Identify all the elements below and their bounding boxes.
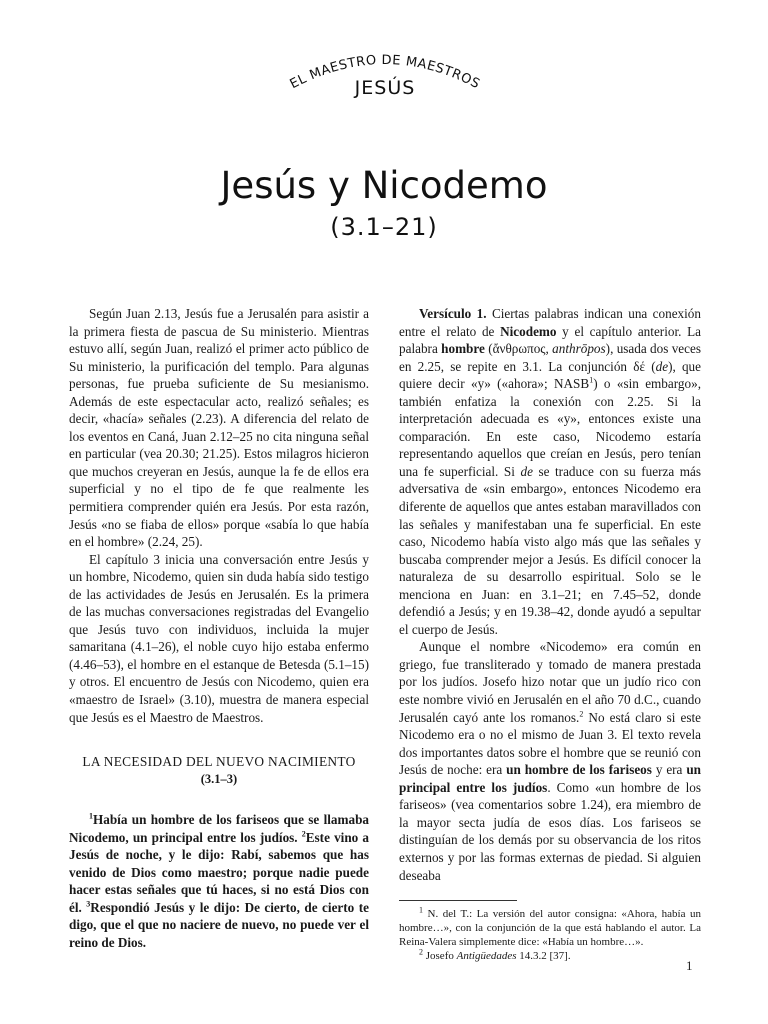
footnote-text: 14.3.2 [37].	[516, 950, 571, 963]
scripture-text	[69, 811, 369, 951]
verse-2: Este vino a Jesús de noche, y le dijo: Rabí, sabemos que has venido de Dios como maestro; porque nadie puede hacer estas señales que tú haces, si no está Dios con él.	[69, 829, 369, 915]
chapter-title: Jesús y Nicodemo	[220, 164, 548, 207]
footnote-text: N. del T.: La versión del autor consigna: «Ahora, había un hombre…», con la conjunción de la que está hablando el autor. La Reina-Valera simplemente dice: «Había un hombre…».	[399, 908, 701, 949]
footnote-ref-1: 1	[589, 375, 594, 385]
text-span: se traduce con su fuerza más adversativa de «sin embargo», entonces Nicodemo era diferente de aquellos que antes estaban maravillados con las señales y manifestaban una fe superficial. En este caso, Nicodemo había visto algo más que las señales y buscaba comprender mejor a Jesús. Es difícil conocer la naturaleza de su desarrollo espiritual. Solo se le menciona en Juan: en 3.1–21; en 7.45–52, donde defendió a Jesús; y en 19.38–42, donde ayudó a sepultar el cuerpo de Jesús.	[399, 463, 701, 637]
section-heading: LA NECESIDAD DEL NUEVO NACIMIENTO	[82, 754, 356, 770]
chapter-reference: (3.1–21)	[330, 213, 438, 241]
text-span: ), usada dos veces en 2.25, se repite en 3.1. La conjunción	[399, 341, 701, 374]
text-span: . Como «un hombre de los fariseos» (vea comentarios sobre 1.24), era miembro de la mayor secta judía de esos días. Los fariseos se distinguían de los demás por su observancia de los ritos externos y por las formas externas de piedad. Si alguien deseaba	[399, 779, 701, 883]
verse-lead: Versículo 1.	[419, 306, 487, 321]
text-span: ,	[545, 341, 553, 357]
bold-term-nicodemo: Nicodemo	[500, 323, 557, 339]
intro-paragraph-2: El capítulo 3 inicia una conversación entre Jesús y un hombre, Nicodemo, quien sin duda había sido testigo de las actividades de Jesús en Jerusalén. Es la primera de las muchas conversaciones registradas del Evangelio que Jesús tuvo con individuos, incluida la mujer samaritana (4.1–26), el noble cuyo hijo estaba enfermo (4.46–53), el hombre en el estanque de Betesda (5.1–15) y otros. El encuentro de Jesús con Nicodemo, quien era «maestro de Israel» (3.10), muestra de manera especial que Jesús es el Maestro de Maestros.	[69, 551, 369, 725]
commentary-paragraph-1	[399, 305, 701, 638]
greek-word: ἄνθρωπος	[492, 341, 546, 357]
series-arc-textpath: EL MAESTRO DE MAESTROS	[287, 52, 483, 93]
left-column	[69, 305, 369, 952]
page-number: 1	[686, 958, 693, 973]
text-span: (	[645, 358, 656, 374]
series-header	[280, 44, 490, 114]
footnote-ref-2: 2	[579, 709, 584, 719]
series-name: JESÚS	[354, 77, 416, 99]
text-span: (	[484, 341, 493, 357]
verse-3: Respondió Jesús y le dijo: De cierto, de cierto te digo, que el que no naciere de nuevo, no puede ver el reino de Dios.	[69, 899, 369, 950]
footnote-2	[399, 949, 701, 963]
transliteration: de	[520, 463, 533, 479]
transliteration: anthrōpos	[552, 341, 606, 357]
verse-number-2: 2	[301, 829, 306, 839]
transliteration: de	[655, 358, 669, 374]
right-column	[399, 305, 701, 963]
text-span: y era	[651, 762, 687, 778]
text-span: ), que quiere decir «y» («ahora»; NASB	[399, 358, 701, 392]
text-span: Ciertas palabras indican una conexión entre el relato de	[399, 306, 701, 339]
verse-1: Había un hombre de los fariseos que se llamaba Nicodemo, un principal entre los judíos.	[69, 812, 369, 845]
footnote-divider	[399, 900, 517, 901]
verse-number-1: 1	[89, 811, 93, 821]
intro-paragraph-1: Según Juan 2.13, Jesús fue a Jerusalén para asistir a la primera fiesta de pascua de Su ministerio. Mientras estuvo allí, según Juan, realizó el primer acto público de Su ministerio, la purificación del templo. Para algunas personas, fue prueba suficiente de Su mesianismo. Además de este espectacular acto, realizó señales; es decir, «hacía» señales (2.23). A diferencia del relato de los eventos en Caná, Juan 2.12–25 no cita ninguna señal en particular (vea 20.30; 21.25). Estos milagros hicieron que muchos creyeran en Jesús, aunque la fe de ellos era superficial y no el tipo de fe que realmente les permitiera comprender quién era Jesús. Por esta razón, Jesús «no se fiaba de ellos» porque «sabía lo que había en el hombre» (2.24, 25).	[69, 306, 369, 550]
footnote-work-title: Antigüedades	[456, 950, 517, 963]
greek-word: δέ	[633, 358, 645, 374]
text-span: Aunque el nombre «Nicodemo» era común en griego, fue transliterado y tomado de manera prestada por los judíos. Josefo hizo notar que un judío rico con este nombre vivió en Jerusalén en el año 70 d.C., cuando Jerusalén cayó ante los romanos.	[399, 639, 701, 725]
scripture-passage	[69, 811, 369, 951]
footnote-text: Josefo	[423, 950, 457, 963]
commentary-paragraph-2	[399, 638, 701, 884]
bold-phrase: un hombre de los fariseos	[506, 762, 652, 778]
footnote-number-2: 2	[419, 947, 423, 957]
text-span: y el capítulo anterior. La palabra	[399, 323, 702, 357]
text-span: No está claro si este Nicodemo era o no el mismo de Juan 3. El texto revela dos importantes datos sobre el hombre que se reunió con Jesús de noche: era	[399, 709, 701, 778]
bold-term-hombre: hombre	[441, 341, 485, 357]
verse-number-3: 3	[86, 899, 91, 909]
bold-phrase: un principal entre los judíos	[399, 762, 701, 795]
section-reference: (3.1–3)	[200, 772, 238, 787]
text-span: ) o «sin embargo», también enfatiza la conexión con 2.25. Si la interpretación adecuada es «y», entonces existe una comparación. En este caso, Nicodemo estaría representando aquellos que creían en Jesús, pero tenían una fe superficial. Si	[399, 376, 701, 479]
footnote-1	[399, 907, 701, 949]
footnote-number-1: 1	[419, 905, 423, 915]
